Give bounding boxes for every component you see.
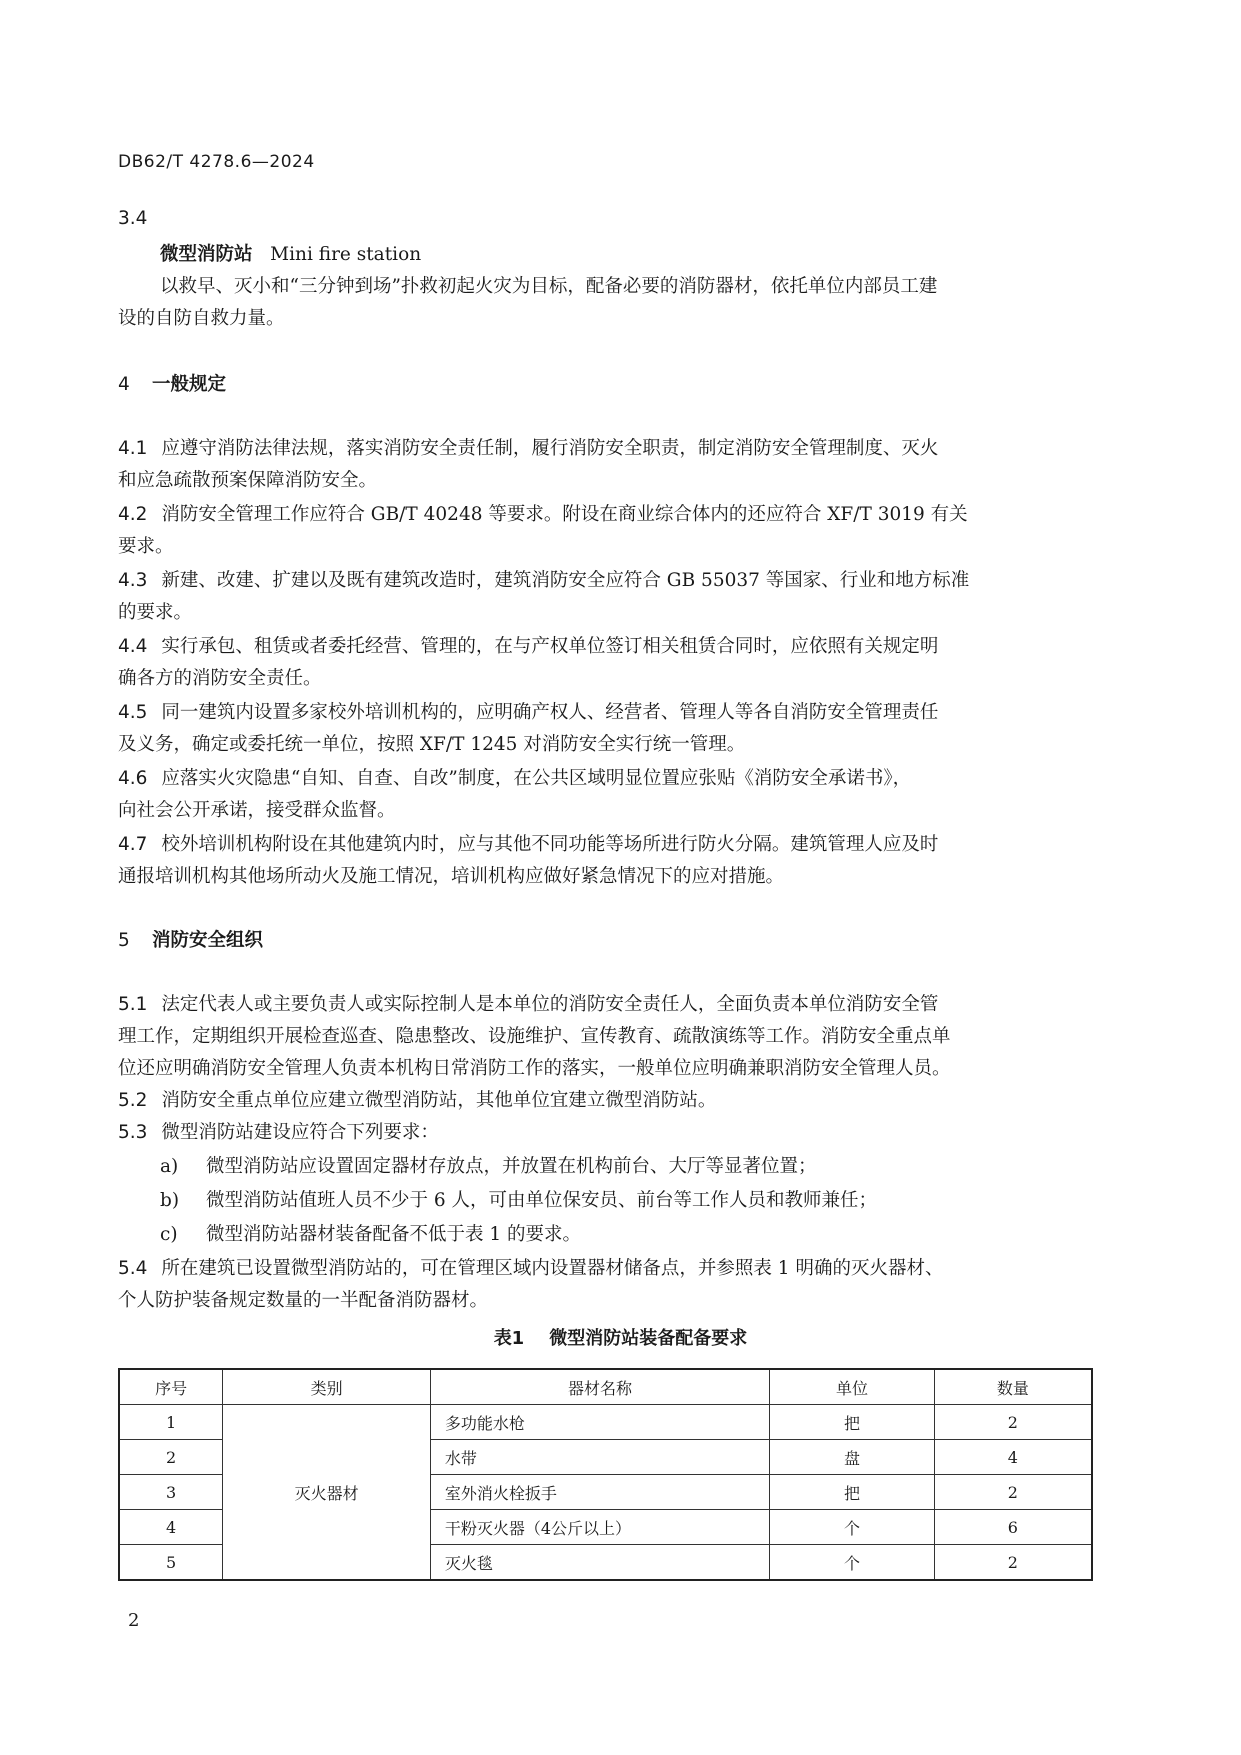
cell-equipment-name: 水带 [430,1440,769,1475]
list-item-c: c) 微型消防站器材装备配备不低于表 1 的要求。 [160,1224,582,1245]
cell-quantity: 6 [934,1510,1092,1545]
table-caption-title: 微型消防站装备配备要求 [549,1328,748,1349]
clause-4-4-line2: 确各方的消防安全责任。 [118,668,322,689]
table-caption-number: 表1 [493,1328,525,1349]
clause-4-5-line2: 及义务，确定或委托统一单位，按照 XF/T 1245 对消防安全实行统一管理。 [118,734,746,755]
clause-5-1-line2: 理工作，定期组织开展检查巡查、隐患整改、设施维护、宣传教育、疏散演练等工作。消防安全重点单 [118,1026,951,1047]
clause-4-2-line2: 要求。 [118,536,174,557]
cell-category: 灭火器材 [223,1405,431,1581]
table-caption [0,1324,1241,1350]
term-heading [160,240,1060,266]
cell-quantity: 4 [934,1440,1092,1475]
clause-5-2: 5.2 消防安全重点单位应建立微型消防站，其他单位宜建立微型消防站。 [118,1090,717,1111]
table-header-row [119,1369,1092,1405]
cell-seq: 4 [119,1510,223,1545]
header-seq: 序号 [119,1369,223,1405]
clause-5-4-line2: 个人防护装备规定数量的一半配备消防器材。 [118,1290,489,1311]
section-5-title: 消防安全组织 [152,930,264,951]
document-header-id: DB62/T 4278.6—2024 [118,152,315,172]
cell-equipment-name: 室外消火栓扳手 [430,1475,769,1510]
clause-4-6-line2: 向社会公开承诺，接受群众监督。 [118,800,396,821]
cell-seq: 3 [119,1475,223,1510]
clause-4-7-line1: 4.7 校外培训机构附设在其他建筑内时，应与其他不同功能等场所进行防火分隔。建筑管理人应及时 [118,834,939,855]
cell-equipment-name: 多功能水枪 [430,1405,769,1440]
header-unit: 单位 [770,1369,935,1405]
list-item-a: a) 微型消防站应设置固定器材存放点，并放置在机构前台、大厅等显著位置； [160,1156,817,1177]
term-number: 3.4 [118,208,148,229]
term-en: Mini fire station [270,244,422,265]
clause-4-3-line2: 的要求。 [118,602,193,623]
section-5-number: 5 [118,930,130,951]
clause-4-1-line1: 4.1 应遵守消防法律法规，落实消防安全责任制，履行消防安全职责，制定消防安全管理制度、灭火 [118,438,939,459]
list-item-b: b) 微型消防站值班人员不少于 6 人，可由单位保安员、前台等工作人员和教师兼任； [160,1190,878,1211]
cell-quantity: 2 [934,1545,1092,1581]
term-definition-line2: 设的自防自救力量。 [118,308,285,329]
clause-4-6-line1: 4.6 应落实火灾隐患“自知、自查、自改”制度，在公共区域明显位置应张贴《消防安全承诺书》， [118,768,912,789]
table-row [119,1405,1092,1440]
header-quantity: 数量 [934,1369,1092,1405]
cell-seq: 5 [119,1545,223,1581]
cell-unit: 个 [770,1510,935,1545]
clause-4-7-line2: 通报培训机构其他场所动火及施工情况，培训机构应做好紧急情况下的应对措施。 [118,866,785,887]
cell-quantity: 2 [934,1405,1092,1440]
term-cn: 微型消防站 [160,244,253,265]
page-number: 2 [128,1610,140,1631]
cell-equipment-name: 干粉灭火器（4公斤以上） [430,1510,769,1545]
section-5-heading [118,926,263,952]
clause-4-1-line2: 和应急疏散预案保障消防安全。 [118,470,378,491]
clause-5-1-line1: 5.1 法定代表人或主要负责人或实际控制人是本单位的消防安全责任人，全面负责本单位消防安全管 [118,994,939,1015]
clause-4-4-line1: 4.4 实行承包、租赁或者委托经营、管理的，在与产权单位签订相关租赁合同时，应依照有关规定明 [118,636,939,657]
cell-equipment-name: 灭火毯 [430,1545,769,1581]
term-definition-line1: 以救早、灭小和“三分钟到场”扑救初起火灾为目标，配备必要的消防器材，依托单位内部员工建 [160,276,938,297]
clause-4-2-line1: 4.2 消防安全管理工作应符合 GB/T 40248 等要求。附设在商业综合体内的还应符合 XF/T 3019 有关 [118,504,968,525]
cell-unit: 个 [770,1545,935,1581]
clause-4-5-line1: 4.5 同一建筑内设置多家校外培训机构的，应明确产权人、经营者、管理人等各自消防安全管理责任 [118,702,939,723]
cell-quantity: 2 [934,1475,1092,1510]
cell-unit: 把 [770,1475,935,1510]
clause-5-4-line1: 5.4 所在建筑已设置微型消防站的，可在管理区域内设置器材储备点，并参照表 1 明确的灭火器材、 [118,1258,944,1279]
section-4-number: 4 [118,374,130,395]
cell-unit: 盘 [770,1440,935,1475]
clause-5-1-line3: 位还应明确消防安全管理人负责本机构日常消防工作的落实，一般单位应明确兼职消防安全管理人员。 [118,1058,951,1079]
section-4-heading [118,370,226,396]
cell-seq: 2 [119,1440,223,1475]
clause-4-3-line1: 4.3 新建、改建、扩建以及既有建筑改造时，建筑消防安全应符合 GB 55037 等国家、行业和地方标准 [118,570,970,591]
cell-seq: 1 [119,1405,223,1440]
clause-5-3: 5.3 微型消防站建设应符合下列要求： [118,1122,439,1143]
section-4-title: 一般规定 [152,374,227,395]
header-equipment-name: 器材名称 [430,1369,769,1405]
equipment-table [118,1368,1093,1581]
header-category: 类别 [223,1369,431,1405]
cell-unit: 把 [770,1405,935,1440]
